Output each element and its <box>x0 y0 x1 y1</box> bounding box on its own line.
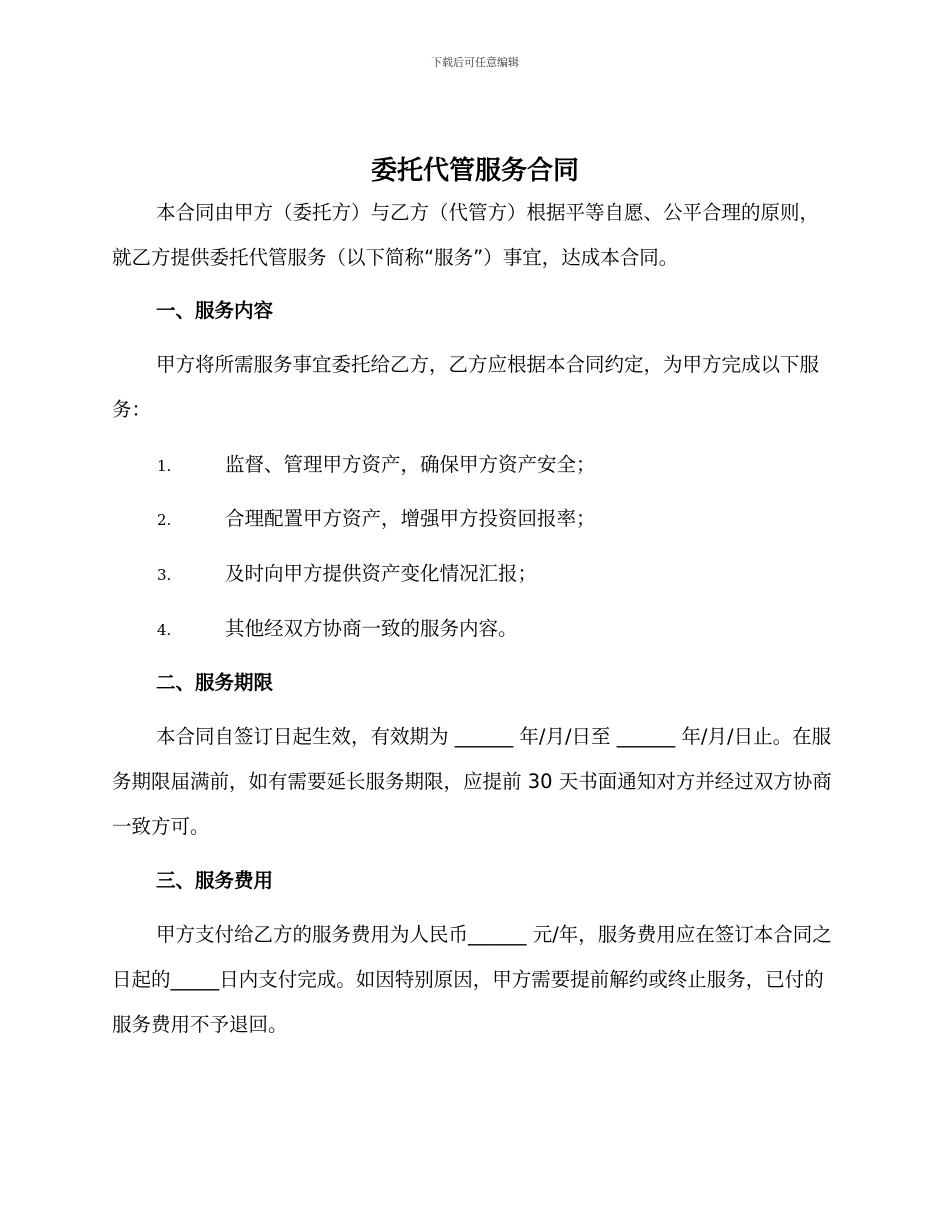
list-text: 及时向甲方提供资产变化情况汇报； <box>225 562 538 585</box>
list-item <box>157 559 537 590</box>
section-heading-service-term: 二、服务期限 <box>156 671 274 694</box>
list-item <box>157 450 596 481</box>
service-term-paragraph: 本合同自签订日起生效，有效期为 ______ 年/月/日至 ______ 年/月/日止。在服务期限届满前，如有需要延长服务期限，应提前 30 天书面通知对方并经过双方协商一致方可。 <box>112 725 832 838</box>
service-fee-paragraph: 甲方支付给乙方的服务费用为人民币______ 元/年，服务费用应在签订本合同之日起的_____日内支付完成。如因特别原因，甲方需要提前解约或终止服务，已付的服务费用不予退回。 <box>112 923 832 1036</box>
list-text: 合理配置甲方资产，增强甲方投资回报率； <box>225 507 596 530</box>
intro-paragraph: 本合同由甲方（委托方）与乙方（代管方）根据平等自愿、公平合理的原则，就乙方提供委托代管服务（以下简称“服务”）事宜，达成本合同。 <box>112 201 820 269</box>
document-title: 委托代管服务合同 <box>370 156 579 186</box>
section-heading-service-fee: 三、服务费用 <box>156 869 274 892</box>
list-item <box>157 614 518 645</box>
page-header: 下载后可任意编辑 <box>431 56 519 69</box>
service-content-paragraph: 甲方将所需服务事宜委托给乙方，乙方应根据本合同约定，为甲方完成以下服务： <box>112 353 820 421</box>
list-text: 监督、管理甲方资产，确保甲方资产安全； <box>225 453 596 476</box>
list-number: 1. <box>157 457 172 475</box>
list-number: 2. <box>157 511 172 529</box>
section-heading-service-content: 一、服务内容 <box>156 299 274 322</box>
list-number: 4. <box>157 621 172 639</box>
list-item <box>157 504 596 535</box>
list-text: 其他经双方协商一致的服务内容。 <box>225 617 518 640</box>
list-number: 3. <box>157 566 172 584</box>
